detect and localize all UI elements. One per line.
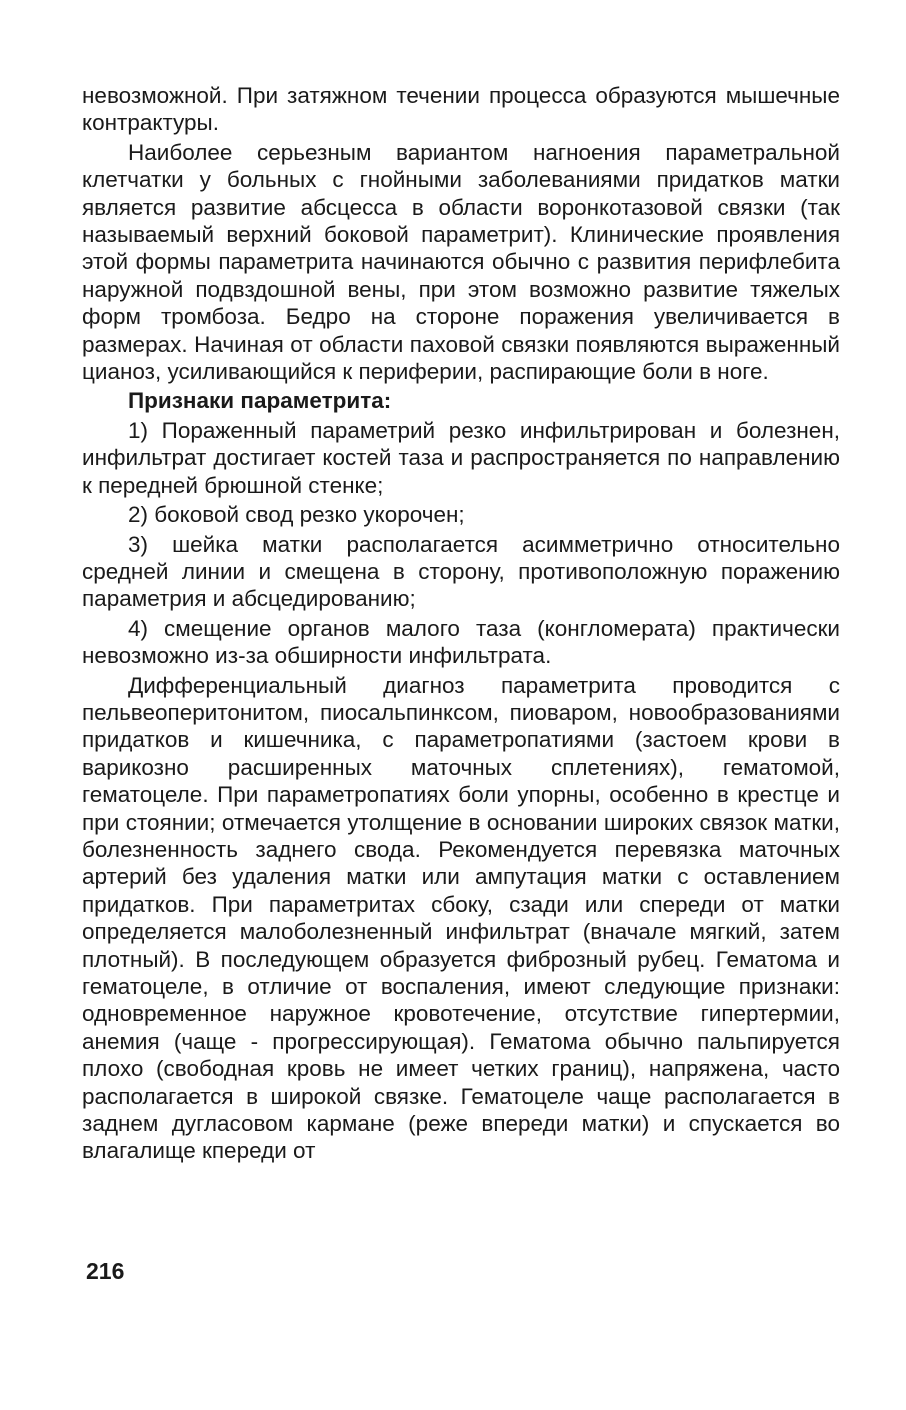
list-item-2: 2) боковой свод резко укорочен; [128, 502, 465, 528]
paragraph-differential: Дифференциальный диагноз параметрита проводится с пельвеоперитонитом, пиосальпинксом, пиоваром, новообразованиями придатков и кишечника, с параметропатиями (застоем крови в варикозно расширенных маточных сплетениях), гематомой, гематоцеле. При параметропатиях боли упорны, особенно в крестце и при стоянии; отмечается утолщение в основании широких связок матки, болезненность заднего свода. Рекомендуется перевязка маточных артерий без удаления матки или ампутация матки с оставлением придатков. При параметритах сбоку, сзади или спереди от матки определяется малоболезненный инфильтрат (вначале мягкий, затем плотный). В последующем образуется фиброзный рубец. Гематома и гематоцеле, в отличие от воспаления, имеют следующие признаки: одновременное наружное кровотечение, отсутствие гипертермии, анемия (чаще - прогрессирующая). Гематома обычно пальпируется плохо (свободная кровь не имеет четких границ), напряжена, часто располагается в широкой связке. Гематоцеле чаще располагается в заднем дугласовом кармане (реже впереди матки) и спускается во влагалище кпереди от [82, 672, 840, 1164]
paragraph-continuation: невозможной. При затяжном течении процесса образуются мышечные контрактуры. [82, 83, 840, 136]
section-heading: Признаки параметрита: [128, 388, 392, 414]
page-body [82, 82, 840, 1167]
list-item-3: 3) шейка матки располагается асимметрично относительно средней линии и смещена в сторону, противоположную поражению параметрия и абсцедированию; [82, 531, 840, 612]
list-item-1: 1) Пораженный параметрий резко инфильтрирован и болезнен, инфильтрат достигает костей таза и распространяется по направлению к передней брюшной стенке; [82, 417, 840, 498]
list-item-4: 4) смещение органов малого таза (конгломерата) практически невозможно из-за обширности инфильтрата. [82, 615, 840, 669]
paragraph-abscess: Наиболее серьезным вариантом нагноения параметральной клетчатки у больных с гнойными заболеваниями придатков матки является развитие абсцесса в области воронкотазовой связки (так называемый верхний боковой параметрит). Клинические проявления этой формы параметрита начинаются обычно с развития перифлебита наружной подвздошной вены, при этом возможно развитие тяжелых форм тромбоза. Бедро на стороне поражения увеличивается в размерах. Начиная от области паховой связки появляются выраженный цианоз, усиливающийся к периферии, распирающие боли в ноге. [82, 139, 840, 385]
page-number: 216 [86, 1258, 125, 1284]
